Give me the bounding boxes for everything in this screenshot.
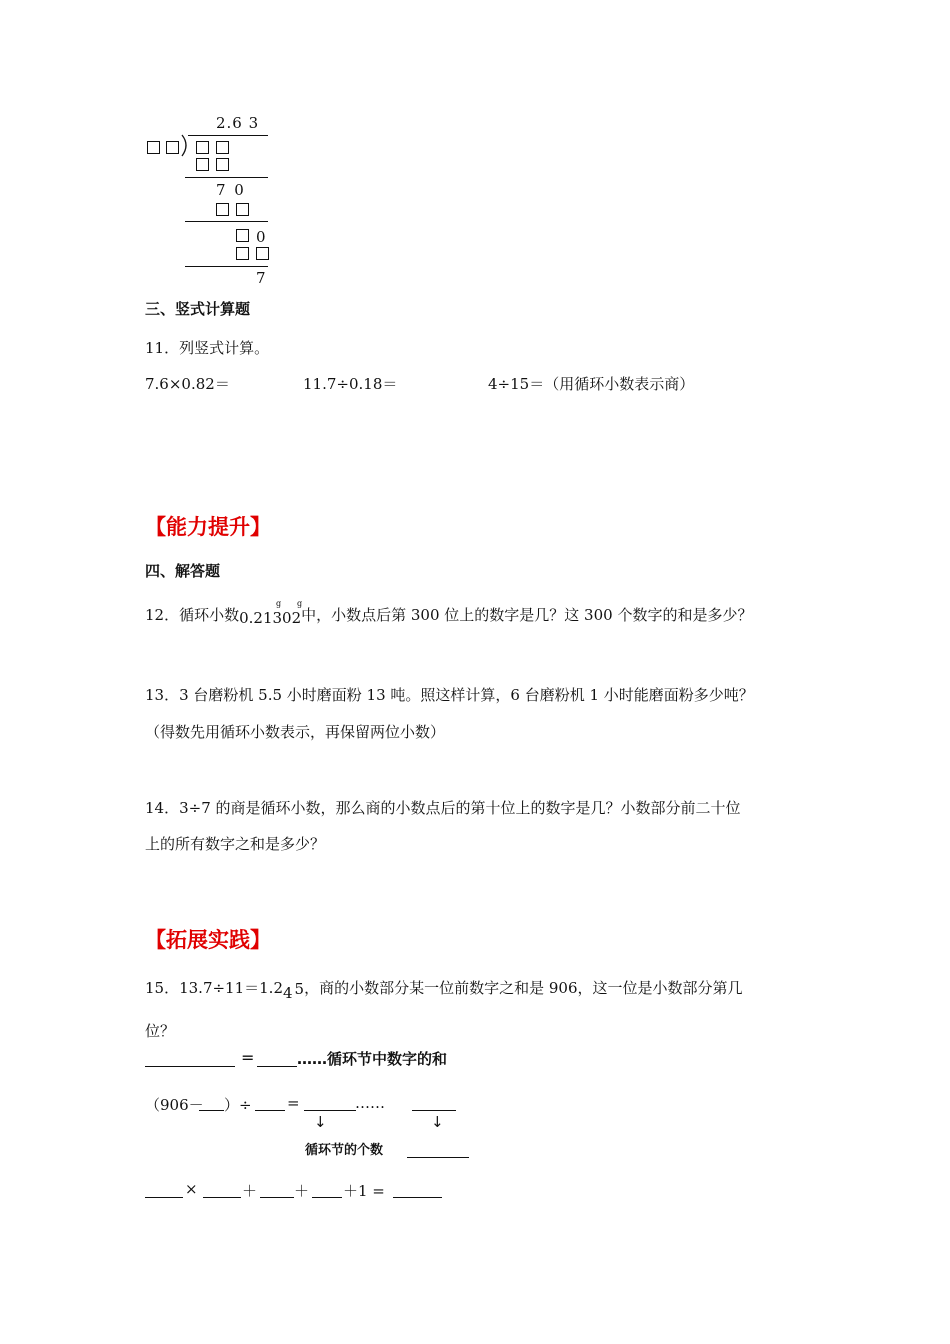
q15-calc-mid: ）÷	[224, 1096, 252, 1114]
q15-prefix: 15．13.7÷11＝1.2	[145, 979, 283, 997]
division-row-70: 7 0	[216, 181, 246, 199]
q15-blank-4[interactable]	[255, 1110, 285, 1111]
q11-expr-2: 11.7÷0.18＝	[303, 375, 398, 393]
down-arrow-icon-2: ↓	[431, 1113, 444, 1131]
q15-plus-1: ＋	[242, 1182, 258, 1200]
q12-suffix: 中，小数点后第 300 位上的数字是几？这 300 个数字的和是多少？	[301, 606, 753, 624]
q15-cycle-sum-label: ……循环节中数字的和	[297, 1050, 448, 1068]
divisor-box-1[interactable]	[147, 141, 160, 154]
q12-repeat-dot-1: g	[276, 599, 282, 608]
q15-eq-sign: =	[241, 1048, 255, 1067]
q11-title: 11．列竖式计算。	[145, 339, 270, 357]
q15-cycle-count-label: 循环节的个数	[305, 1143, 384, 1158]
q15-blank-7[interactable]	[407, 1157, 469, 1158]
down-arrow-icon-1: ↓	[314, 1113, 327, 1131]
q15-line-2: 位？	[145, 1022, 176, 1040]
q14-line-1: 14．3÷7 的商是循环小数，那么商的小数点后的第十位上的数字是几？小数部分前二十位	[145, 799, 741, 817]
q15-line-1	[145, 977, 743, 1002]
step2-box-2[interactable]	[236, 203, 249, 216]
step1-box-2[interactable]	[216, 158, 229, 171]
q12	[145, 604, 752, 625]
ability-heading: 【能力提升】	[145, 515, 271, 539]
division-line-3	[185, 266, 268, 267]
q12-repeat-dot-2: g	[297, 599, 303, 608]
q15-plus-one: ＋1 =	[343, 1182, 385, 1200]
q15-blank-12[interactable]	[393, 1197, 442, 1198]
section4-heading: 四、解答题	[145, 562, 221, 580]
q15-times: ×	[185, 1180, 198, 1198]
step4-box-2[interactable]	[256, 247, 269, 260]
q11-expr-3: 4÷15＝（用循环小数表示商）	[488, 375, 695, 393]
step2-box-1[interactable]	[216, 203, 229, 216]
division-quotient: 2.6 3	[216, 114, 260, 132]
q15-calc-dots: ……	[355, 1094, 385, 1112]
q11-expr-1: 7.6×0.82＝	[145, 375, 230, 393]
division-line-1	[185, 177, 268, 178]
dividend-box-1[interactable]	[196, 141, 209, 154]
q13-line-1: 13．3 台磨粉机 5.5 小时磨面粉 13 吨。照这样计算，6 台磨粉机 1 小时能磨面粉多少吨？	[145, 686, 754, 704]
q14-line-2: 上的所有数字之和是多少？	[145, 835, 326, 853]
division-remainder: 7	[256, 269, 266, 287]
division-bracket-curve	[178, 134, 192, 158]
q12-number-int: 0.	[239, 609, 254, 627]
q15-blank-8[interactable]	[145, 1197, 183, 1198]
q15-suffix: ，商的小数部分某一位前数字之和是 906，这一位是小数部分第几	[304, 979, 743, 997]
divisor-box-2[interactable]	[166, 141, 179, 154]
q13-line-2: （得数先用循环小数表示，再保留两位小数）	[145, 723, 446, 741]
step1-box-1[interactable]	[196, 158, 209, 171]
extension-heading: 【拓展实践】	[145, 928, 271, 952]
step3-box-1[interactable]	[236, 229, 249, 242]
q15-blank-9[interactable]	[203, 1197, 241, 1198]
step4-box-1[interactable]	[236, 247, 249, 260]
q15-plus-2: ＋	[294, 1182, 310, 1200]
q15-blank-11[interactable]	[312, 1197, 342, 1198]
q15-blank-3[interactable]	[199, 1110, 224, 1111]
q12-number-digits: 21302	[253, 609, 302, 627]
q15-blank-2[interactable]	[257, 1066, 297, 1067]
q15-blank-10[interactable]	[260, 1197, 294, 1198]
q15-blank-6[interactable]	[412, 1110, 456, 1111]
q15-calc-eq: =	[287, 1094, 300, 1112]
q15-calc-open: （906－	[145, 1096, 204, 1114]
division-line-2	[185, 221, 268, 222]
q12-prefix: 12．循环小数	[145, 606, 240, 624]
division-bracket-top	[188, 135, 268, 136]
q15-repeat-1: 4	[283, 984, 293, 1002]
dividend-box-2[interactable]	[216, 141, 229, 154]
division-row-0: 0	[256, 228, 266, 246]
q15-blank-5[interactable]	[304, 1110, 356, 1111]
section3-heading: 三、竖式计算题	[145, 300, 251, 318]
q15-repeat-2: 5	[294, 980, 305, 998]
q15-blank-1[interactable]	[145, 1066, 235, 1067]
